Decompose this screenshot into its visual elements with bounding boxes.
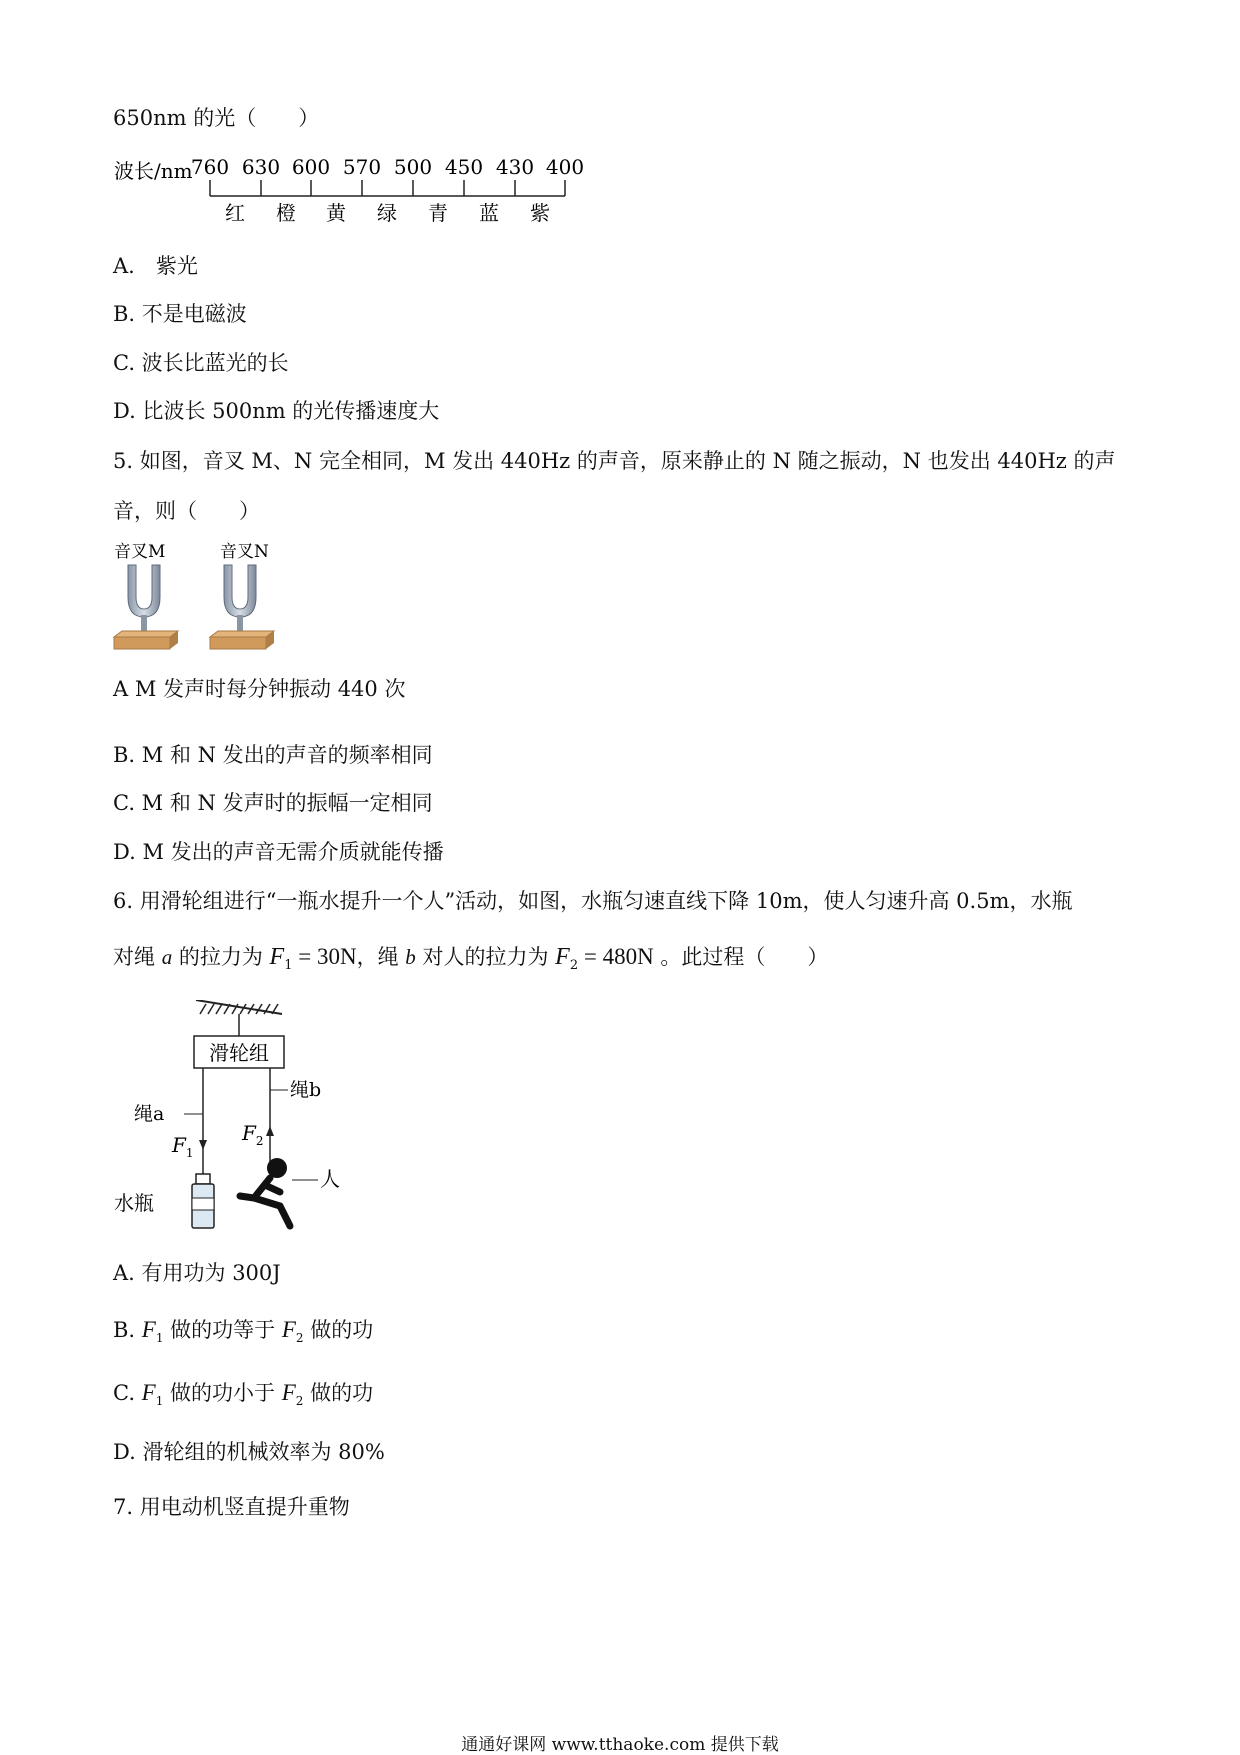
- sub-1: 1: [284, 958, 293, 974]
- color-band-label: 红: [225, 201, 245, 225]
- text-span: 。此过程（ ）: [653, 945, 829, 969]
- q6-option-d: D. 滑轮组的机械效率为 80%: [113, 1440, 385, 1464]
- q6-option-b: [113, 1318, 373, 1350]
- tuning-fork-m: [114, 565, 178, 649]
- var-f2: F: [281, 1317, 296, 1342]
- f1-label: $F_1$: [172, 1133, 194, 1160]
- bottle-label: 水瓶: [114, 1191, 154, 1215]
- q4-option-b: B. 不是电磁波: [113, 302, 247, 326]
- q6-option-a: A. 有用功为 300J: [113, 1261, 281, 1285]
- color-band-label: 紫: [530, 201, 550, 225]
- f1-arrow: [199, 1140, 207, 1150]
- color-band-label: 绿: [377, 201, 397, 225]
- f2-value: = 480N: [578, 944, 654, 969]
- q4-option-c: C. 波长比蓝光的长: [113, 351, 289, 375]
- q7-stem: 7. 用电动机竖直提升重物: [113, 1495, 350, 1519]
- var-f1: F: [141, 1317, 156, 1342]
- sub-2: 2: [569, 958, 579, 974]
- fork-m-label: 音叉M: [114, 542, 166, 562]
- person-label: 人: [320, 1167, 340, 1191]
- var-f2: F: [555, 944, 570, 970]
- text-span: 对人的拉力为: [415, 945, 556, 969]
- f1-value: = 30N: [292, 944, 357, 969]
- sub-1: 1: [155, 1331, 164, 1346]
- var-f2: F: [281, 1380, 296, 1405]
- q6-stem-line2: [113, 945, 828, 978]
- text-span: C.: [113, 1381, 142, 1405]
- rope-b-label: 绳b: [290, 1079, 322, 1101]
- tuning-fork-n: [210, 565, 274, 649]
- color-band-label: 蓝: [479, 201, 499, 225]
- var-f1: F: [269, 944, 285, 970]
- var-a: a: [161, 945, 173, 969]
- q5-option-c: C. M 和 N 发声时的振幅一定相同: [113, 791, 433, 815]
- q5-option-b: B. M 和 N 发出的声音的频率相同: [113, 743, 433, 767]
- sub-2: 2: [295, 1394, 304, 1409]
- sub-1: 1: [155, 1394, 164, 1409]
- tick-label: 430: [495, 155, 535, 179]
- text-span: ，绳: [356, 945, 406, 969]
- text-span: 做的功: [303, 1381, 374, 1405]
- wavelength-scale-figure: [112, 150, 592, 240]
- q5-stem-line2: 音，则（ ）: [113, 499, 260, 523]
- q5-option-d: D. M 发出的声音无需介质就能传播: [113, 840, 444, 864]
- q6-option-c: [113, 1381, 373, 1413]
- color-band-label: 黄: [326, 201, 346, 225]
- text-span: 对绳: [113, 945, 162, 969]
- tick-label: 760: [190, 155, 230, 179]
- text-span: B.: [113, 1318, 142, 1342]
- text-span: 做的功等于: [163, 1318, 282, 1342]
- tick-label: 400: [545, 155, 585, 179]
- q6-stem-line1: 6. 用滑轮组进行“一瓶水提升一个人”活动，如图，水瓶匀速直线下降 10m，使人匀速升高 0.5m，水瓶: [113, 889, 1073, 913]
- rope-a-label: 绳a: [134, 1103, 165, 1125]
- pulley-label: 滑轮组: [209, 1041, 269, 1065]
- q5-option-a: A M 发声时每分钟振动 440 次: [113, 677, 406, 701]
- q4-stem-tail: 650nm 的光（ ）: [113, 106, 320, 130]
- var-f1: F: [141, 1380, 156, 1405]
- scale-label: 波长/nm: [114, 159, 193, 183]
- q4-option-d: D. 比波长 500nm 的光传播速度大: [113, 399, 440, 423]
- ceiling-hatch: [200, 1004, 278, 1014]
- var-b: b: [405, 945, 416, 969]
- f2-arrow: [266, 1126, 274, 1136]
- tick-label: 600: [291, 155, 331, 179]
- person-icon: [240, 1158, 290, 1226]
- tick-label: 500: [393, 155, 433, 179]
- tick-label: 450: [444, 155, 484, 179]
- pulley-figure: [112, 1000, 392, 1240]
- tuning-forks-figure: [112, 537, 312, 657]
- text-span: 做的功小于: [163, 1381, 282, 1405]
- f2-label: $F_2$: [242, 1121, 264, 1148]
- fork-n-label: 音叉N: [220, 542, 269, 562]
- color-band-label: 青: [428, 201, 448, 225]
- tick-label: 630: [241, 155, 281, 179]
- water-bottle-icon: [192, 1174, 214, 1228]
- text-span: 的拉力为: [172, 945, 270, 969]
- text-span: 做的功: [303, 1318, 374, 1342]
- sub-2: 2: [295, 1331, 304, 1346]
- color-band-label: 橙: [276, 201, 296, 225]
- tick-label: 570: [342, 155, 382, 179]
- page-footer: 通通好课网 www.tthaoke.com 提供下载: [461, 1735, 779, 1755]
- q5-stem-line1: 5. 如图，音叉 M、N 完全相同，M 发出 440Hz 的声音，原来静止的 N 随之振动，N 也发出 440Hz 的声: [113, 449, 1116, 473]
- q4-option-a: A. 紫光: [113, 254, 198, 278]
